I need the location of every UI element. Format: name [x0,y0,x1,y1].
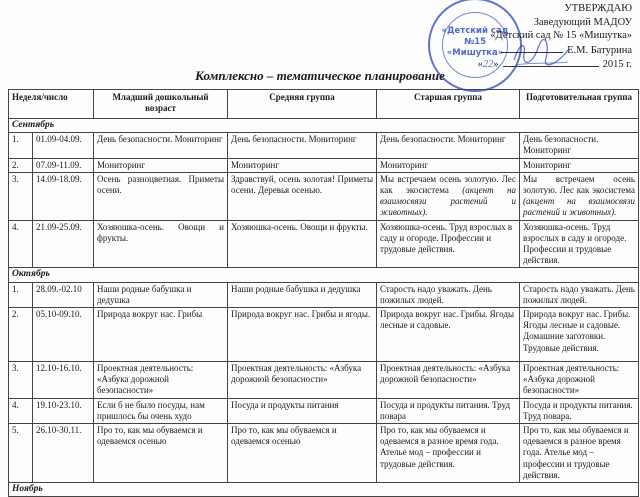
cell-junior: Проектная деятельность: «Азбука дорожной безопасности» [94,362,228,399]
month-label: Октябрь [9,268,639,282]
week-number: 1. [9,133,33,158]
cell-prep: Мониторинг [520,158,639,172]
cell-middle: Проектная деятельность: «Азбука дорожной безопасности» [228,362,377,399]
cell-middle: Природа вокруг нас. Грибы и ягоды. [228,308,377,362]
cell-middle: День безопасности. Мониторинг [228,133,377,158]
cell-middle: Про то, как мы обуваемся и одеваемся осенью [228,424,377,483]
signer-name: Е.М. Батурина [567,44,632,56]
week-number: 4. [9,398,33,423]
stamp-text: «Мишутка» [446,48,504,58]
month-row [9,268,639,282]
week-dates: 26.10-30.11. [33,424,94,483]
table-row [9,220,639,268]
week-dates: 28.09.-02.10 [33,282,94,307]
table-row [9,308,639,362]
header-week: Неделя/число [9,90,94,119]
cell-senior: Природа вокруг нас. Грибы. Ягоды лесные и садовые. [377,308,520,362]
approval-heading: УТВЕРЖДАЮ [564,3,632,14]
planning-table [8,89,639,497]
cell-middle: Хозяюшка-осень. Овощи и фрукты. [228,220,377,268]
cell-middle: Посуда и продукты питания [228,398,377,423]
date-day: 22 [482,59,494,71]
cell-prep: Проектная деятельность: «Азбука дорожной безопасности» [520,362,639,399]
cell-senior: Посуда и продукты питания. Труд повара [377,398,520,423]
table-row [9,133,639,158]
cell-senior: Старость надо уважать. День пожилых людей. [377,282,520,307]
week-dates: 05.10-09.10. [33,308,94,362]
approval-signer-line [392,43,632,58]
header-middle: Средняя группа [228,90,377,119]
week-dates: 19.10-23.10. [33,398,94,423]
cell-senior: Проектная деятельность: «Азбука дорожной безопасности» [377,362,520,399]
approval-position: Заведующий МАДОУ [533,16,632,28]
cell-middle: Здравствуй, осень золотая! Приметы осени. Деревья осенью. [228,172,377,220]
page-title: Комплексно – тематическое планирование [195,68,445,83]
table-row [9,282,639,307]
table-row [9,158,639,172]
header-senior: Старшая группа [377,90,520,119]
cell-junior: Хозяюшка-осень. Овощи и фрукты. [94,220,228,268]
week-number: 5. [9,424,33,483]
cell-junior: Мониторинг [94,158,228,172]
cell-junior: Про то, как мы обуваемся и одеваемся осенью [94,424,228,483]
week-number: 2. [9,308,33,362]
cell-senior: Мониторинг [377,158,520,172]
approval-block [392,2,632,72]
week-dates: 07.09-11.09. [33,158,94,172]
cell-prep: Мы встречаем осень золотую. Лес как экосистема (акцент на взаимосвязи растений и животных). [520,172,639,220]
cell-middle: Наши родные бабушка и дедушка [228,282,377,307]
header-prep: Подготовительная группа [520,90,639,119]
cell-junior: Наши родные бабушка и дедушка [94,282,228,307]
table-row [9,398,639,423]
cell-senior: Хозяюшка-осень. Труд взрослых в саду и огороде. Профессии и трудовые действия. [377,220,520,268]
cell-prep: Старость надо уважать. День пожилых людей. [520,282,639,307]
cell-junior: Осень разноцветная. Приметы осени. [94,172,228,220]
month-label: Ноябрь [9,483,639,497]
cell-middle: Мониторинг [228,158,377,172]
week-number: 3. [9,172,33,220]
month-label: Сентябрь [9,119,639,133]
week-number: 1. [9,282,33,307]
cell-prep: День безопасности. Мониторинг [520,133,639,158]
month-row [9,483,639,497]
cell-senior: День безопасности. Мониторинг [377,133,520,158]
cell-prep: Хозяюшка-осень. Труд взрослых в саду и огороде. Профессии и трудовые действия. [520,220,639,268]
cell-senior: Про то, как мы обуваемся и одеваемся в разное время года. Ателье мод – профессии и трудовые действия. [377,424,520,483]
cell-prep: Про то, как мы обуваемся и одеваемся в разное время года. Ателье мод – профессии и трудовые действия. [520,424,639,483]
week-number: 3. [9,362,33,399]
table-row [9,362,639,399]
week-number: 4. [9,220,33,268]
week-dates: 21.09-25.09. [33,220,94,268]
stamp-text: №15 [463,37,487,47]
week-dates: 12.10-16.10. [33,362,94,399]
cell-prep: Посуда и продукты питания. Труд повара. [520,398,639,423]
header-junior: Младший дошкольный возраст [94,90,228,119]
cell-junior: День безопасности. Мониторинг [94,133,228,158]
table-row [9,424,639,483]
table-header-row [9,90,639,119]
cell-senior: Мы встречаем осень золотую. Лес как экосистема (акцент на взаимосвязи растений и животных). [377,172,520,220]
table-row [9,172,639,220]
week-number: 2. [9,158,33,172]
approval-date-line: «22» 2015 г. [477,59,632,71]
cell-junior: Природа вокруг нас. Грибы [94,308,228,362]
cell-junior: Если б не было посуды, нам пришлось бы очень худо [94,398,228,423]
approval-institution: «Детский сад № 15 «Мишутка» [490,30,632,42]
month-row [9,119,639,133]
date-year: 2015 г. [602,59,632,71]
week-dates: 14.09-18.09. [33,172,94,220]
cell-prep: Природа вокруг нас. Грибы. Ягоды лесные и садовые. Домашние заготовки. Трудовые действия. [520,308,639,362]
week-dates: 01.09-04.09. [33,133,94,158]
stamp-text: «Детский сад [441,26,509,36]
